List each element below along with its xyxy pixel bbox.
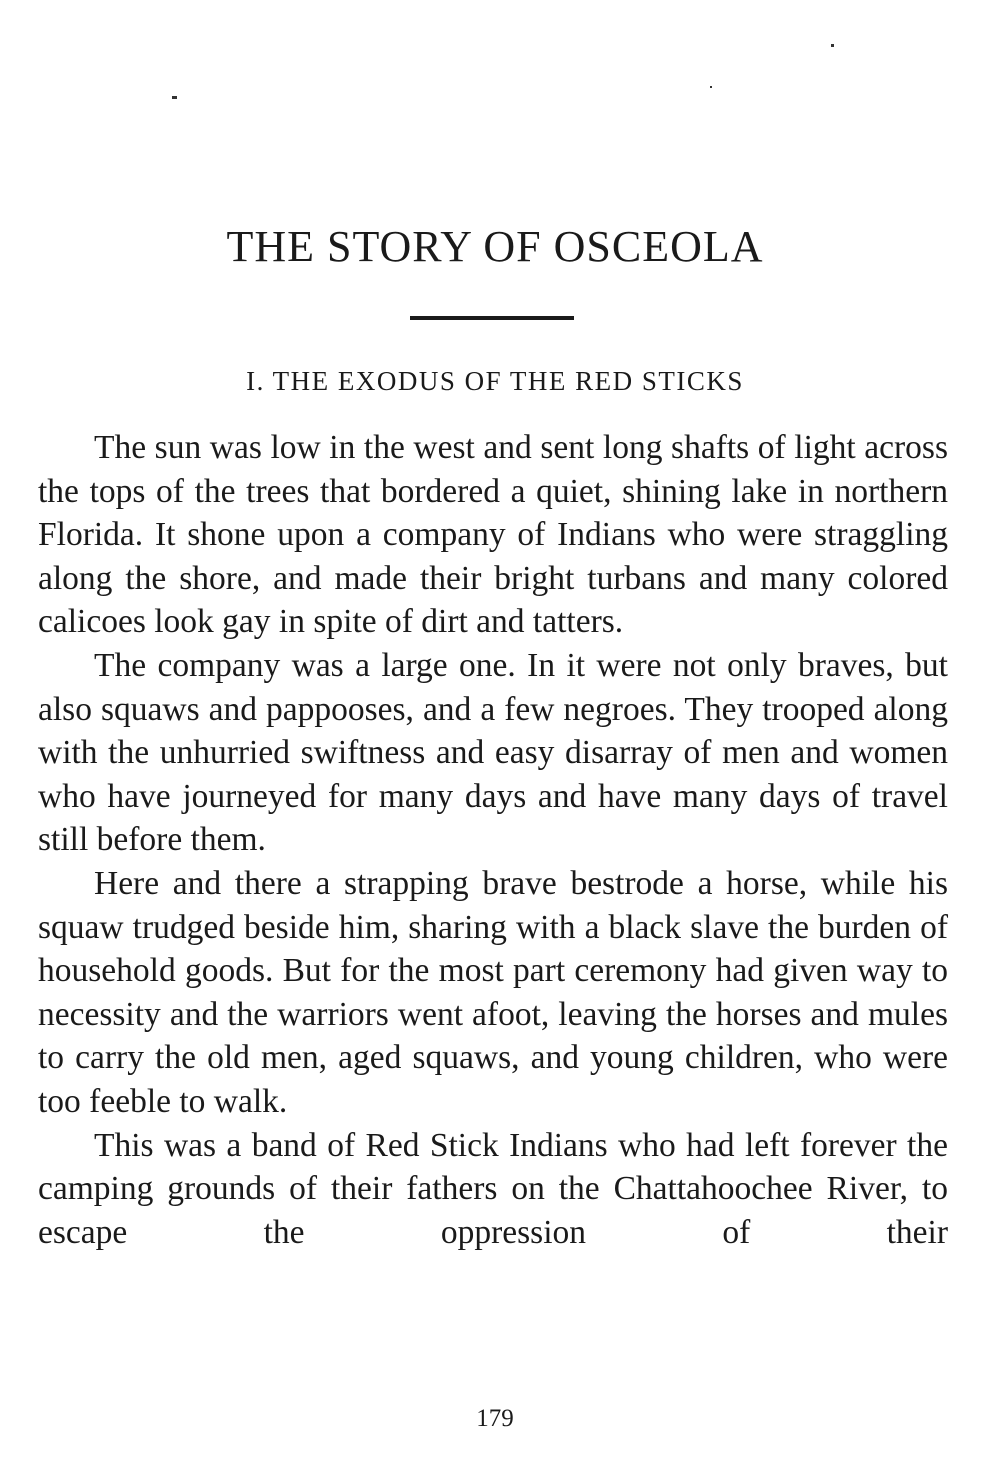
page-number: 179 bbox=[476, 1405, 514, 1432]
print-speck bbox=[710, 86, 712, 88]
paragraph: The sun was low in the west and sent long shafts of light across the tops of the trees that bordered a quiet, shining lake in northern Florida. It shone upon a company of Indians who were straggling along the shore, and made their bright turbans and many colored calicoes look gay in spite of dirt and tatters. bbox=[38, 429, 948, 641]
title-divider bbox=[410, 316, 574, 320]
chapter-heading: I. THE EXODUS OF THE RED STICKS bbox=[246, 366, 744, 396]
body-text bbox=[38, 426, 948, 1254]
paragraph: The company was a large one. In it were not only braves, but also squaws and pappooses, and a few negroes. They trooped along with the unhurried swiftness and easy disarray of men and women who have journeyed for many days and have many days of travel still before them. bbox=[38, 646, 948, 859]
paragraph: Here and there a strapping brave bestrode a horse, while his squaw trudged beside him, sharing with a black slave the burden of household goods. But for the most part ceremony had given way to necessity and the warriors went afoot, leaving the horses and mules to carry the old men, aged squaws, and young children, who were too feeble to walk. bbox=[38, 864, 948, 1120]
paragraph: This was a band of Red Stick Indians who had left forever the camping grounds of their fathers on the Chattahoochee River, to escape the oppression of their bbox=[38, 1126, 948, 1251]
print-speck bbox=[831, 44, 834, 47]
print-speck bbox=[172, 96, 177, 99]
book-title: THE STORY OF OSCEOLA bbox=[226, 222, 764, 271]
